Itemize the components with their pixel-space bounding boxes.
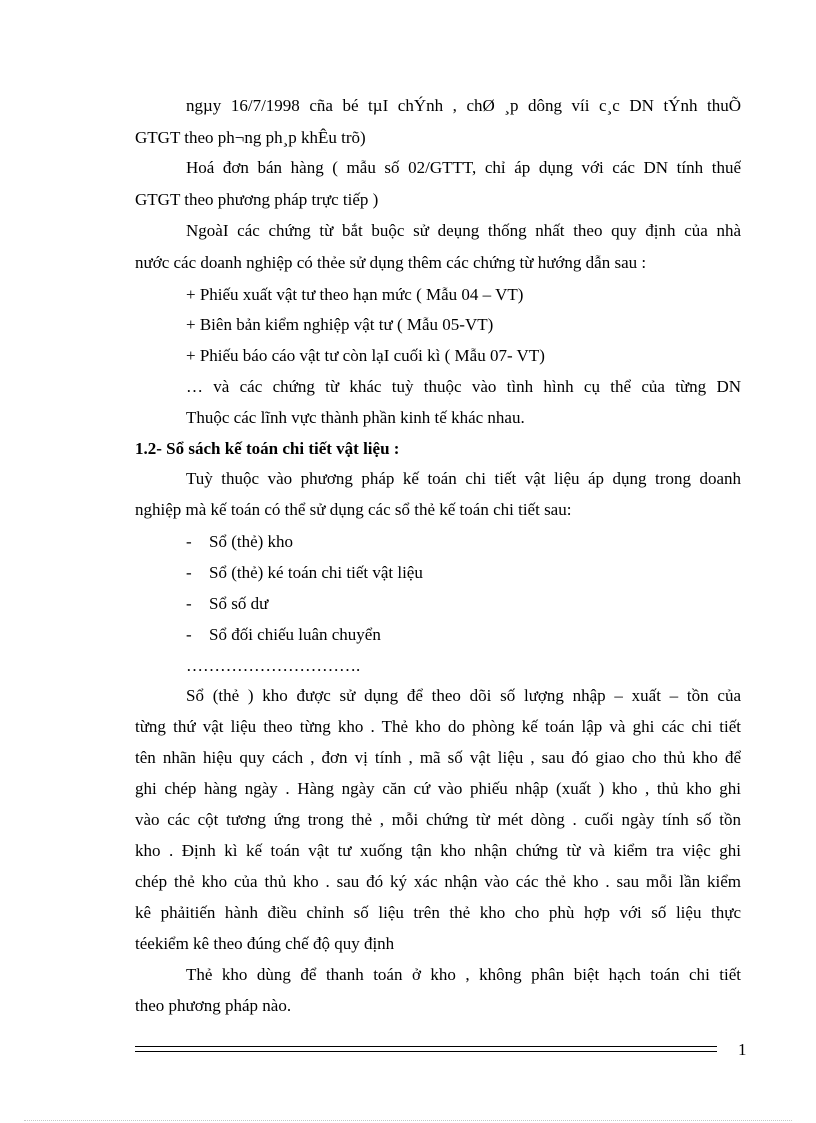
paragraph-line: ghi chép hàng ngày . Hàng ngày căn cứ vào phiếu nhập (xuất ) kho , thủ kho ghi [135, 779, 741, 798]
ellipsis-line: …………………………. [186, 656, 361, 675]
paragraph-line: GTGT theo ph¬ng ph¸p khÊu trõ) [135, 128, 366, 147]
paragraph-line: téekiểm kê theo đúng chế độ quy định [135, 934, 395, 953]
list-item: + Phiếu xuất vật tư theo hạn mức ( Mẫu 04 – VT) [186, 285, 524, 304]
paragraph-line: GTGT theo phương pháp trực tiếp ) [135, 190, 379, 209]
section-heading: 1.2- Sổ sách kế toán chi tiết vật liệu : [135, 439, 400, 458]
list-item: + Phiếu báo cáo vật tư còn lạI cuối kì ( Mẫu 07- VT) [186, 346, 545, 365]
list-item: Sổ đối chiếu luân chuyển [209, 625, 381, 644]
paragraph-line: vào các cột tương ứng trong thẻ , mỗi chứng từ mét dòng . cuối ngày tính số tồn [135, 810, 741, 829]
paragraph-line: Thẻ kho dùng để thanh toán ở kho , không phân biệt hạch toán chi tiết [186, 965, 741, 984]
paragraph-line: NgoàI các chứng từ bắt buộc sử deụng thống nhất theo quy định của nhà [186, 221, 741, 240]
paragraph-line: Tuỳ thuộc vào phương pháp kế toán chi tiết vật liệu áp dụng trong doanh [186, 469, 741, 488]
footer-double-rule [135, 1046, 717, 1052]
list-item: Sổ số dư [209, 594, 269, 613]
paragraph-line: Hoá đơn bán hàng ( mẫu số 02/GTTT, chỉ áp dụng với các DN tính thuế [186, 158, 741, 177]
page-bottom-border [24, 1120, 792, 1121]
page-number: 1 [738, 1040, 747, 1059]
paragraph-line: kê phảitiến hành điều chỉnh số liệu trên thẻ kho cho phù hợp với số liệu thực [135, 903, 741, 922]
bullet-dash: - [186, 563, 192, 582]
paragraph-line: nghiệp mà kế toán có thể sử dụng các sổ thẻ kế toán chi tiết sau: [135, 500, 572, 519]
bullet-dash: - [186, 594, 192, 613]
paragraph-line: Sổ (thẻ ) kho được sử dụng để theo dõi số lượng nhập – xuất – tồn của [186, 686, 741, 705]
list-item: + Biên bản kiểm nghiệp vật tư ( Mẫu 05-VT) [186, 315, 494, 334]
list-item: Sổ (thẻ) kho [209, 532, 294, 551]
list-item: Sổ (thẻ) ké toán chi tiết vật liệu [209, 563, 423, 582]
paragraph-line: Thuộc các lĩnh vực thành phần kinh tế khác nhau. [186, 408, 525, 427]
paragraph-line: nước các doanh nghiệp có thẻe sử dụng thêm các chứng từ hướng dẫn sau : [135, 253, 647, 272]
paragraph-line: từng thứ vật liệu theo từng kho . Thẻ kho do phòng kế toán lập và ghi các chi tiết [135, 717, 741, 736]
paragraph-line: theo phương pháp nào. [135, 996, 292, 1015]
paragraph-line: … và các chứng từ khác tuỳ thuộc vào tình hình cụ thể của từng DN [186, 377, 741, 396]
paragraph-line: kho . Định kì kế toán vật tư xuống tận kho nhận chứng từ và kiểm tra việc ghi [135, 841, 741, 860]
paragraph-line: tên nhãn hiệu quy cách , đơn vị tính , mã số vật liệu , sau đó giao cho thủ kho để [135, 748, 741, 767]
paragraph-line: ngµy 16/7/1998 cña bé tµI chÝnh , chØ ¸p dông víi c¸c DN tÝnh thuÕ [186, 96, 741, 115]
bullet-dash: - [186, 532, 192, 551]
paragraph-line: chép thẻ kho của thủ kho . sau đó ký xác nhận vào các thẻ kho . sau mỗi lần kiểm [135, 872, 741, 891]
bullet-dash: - [186, 625, 192, 644]
